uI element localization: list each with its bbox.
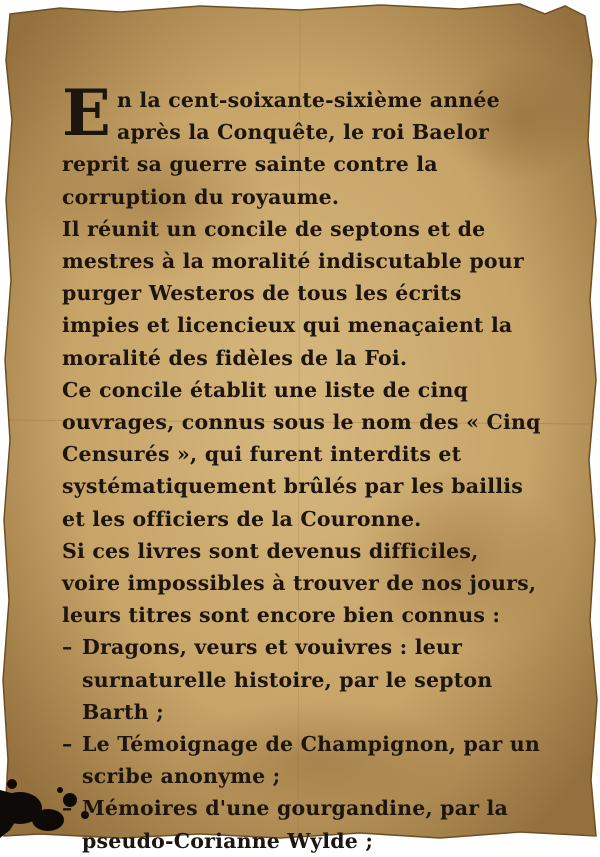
intro-paragraph bbox=[62, 76, 542, 213]
paragraph-five-censured: Ce concile établit une liste de cinq ouvrages, connus sous le nom des « Cinq Censurés », qui furent interdits et systématiquement brûlés par les baillis et les officiers de la Couronne. bbox=[62, 377, 541, 531]
list-item-text: Dragons, veurs et vouivres : leur surnaturelle histoire, par le septon Barth ; bbox=[82, 635, 493, 724]
list-item bbox=[62, 728, 542, 792]
paragraph-council: Il réunit un concile de septons et de mestres à la moralité indiscutable pour purger Westeros de tous les écrits impies et licencieux qui menaçaient la moralité des fidèles de la Foi. bbox=[62, 216, 524, 370]
list-item-text: Mémoires d'une gourgandine, par la pseudo-Corianne Wylde ; bbox=[82, 796, 509, 853]
list-item bbox=[62, 631, 542, 728]
list-marker: – bbox=[62, 635, 73, 660]
censured-books-list bbox=[62, 631, 542, 856]
document-text bbox=[62, 76, 542, 857]
intro-text: n la cent-soixante-sixième année après la Conquête, le roi Baelor reprit sa guerre sainte contre la corruption du royaume. bbox=[62, 88, 500, 209]
paragraph-titles: Si ces livres sont devenus difficiles, voire impossibles à trouver de nos jours, leurs titres sont encore bien connus : bbox=[62, 538, 537, 628]
list-marker: – bbox=[62, 796, 73, 821]
list-item-text: Le Témoignage de Champignon, par un scribe anonyme ; bbox=[82, 732, 541, 789]
list-item bbox=[62, 792, 542, 856]
drop-cap: E bbox=[62, 76, 111, 151]
list-marker: – bbox=[62, 732, 73, 757]
